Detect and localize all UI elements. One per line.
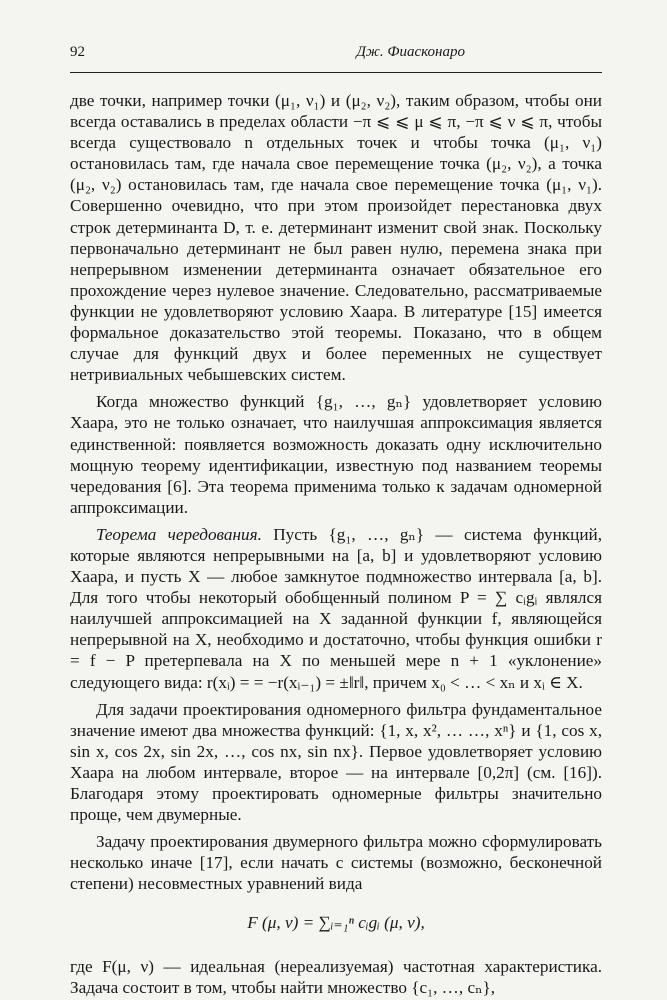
running-title: Дж. Фиасконаро (356, 44, 465, 60)
page-number: 92 (70, 44, 85, 60)
paragraph-alternation-theorem (70, 524, 602, 693)
header-rule (70, 72, 602, 73)
page-header (70, 44, 600, 66)
paragraph-function-sets: Для задачи проектирования одномерного фильтра фундаментальное значение имеют два множества функций: {1, x, x², … …, xⁿ} и {1, cos x, sin x, cos 2x, sin 2x, …, cos nx, sin nx}. Первое удовлетворяет условию Хаара на любом интервале, второе — на интервале [0,2π] (см. [16]). Благодаря этому проектировать одномерные фильтры значительно проще, чем двумерные. (70, 699, 602, 825)
paragraph-continuation: две точки, например точки (μ₁, ν₁) и (μ₂, ν₂), таким образом, чтобы они всегда оставались в пределах области −π ⩽ ⩽ μ ⩽ π, −π ⩽ ν ⩽ π, чтобы всегда существовало n отдельных точек и чтобы точка (μ₁, ν₁) остановилась там, где начала свое перемещение точка (μ₂, ν₂), а точка (μ₂, ν₂) остановилась там, где начала свое перемещение точка (μ₁, ν₁). Совершенно очевидно, что при этом произойдет перестановка двух строк детерминанта D, т. е. детерминант изменит свой знак. Поскольку первоначально детерминант не был равен нулю, перемена знака при непрерывном изменении детерминанта означает обязательное его прохождение через нулевое значение. Следовательно, рассматриваемые функции не удовлетворяют условию Хаара. В литературе [15] имеется формальное доказательство этой теоремы. Показано, что в общем случае для функций двух и более переменных не существует нетривиальных чебышевских систем. (70, 91, 602, 385)
theorem-text: Пусть {g₁, …, gₙ} — система функций, которые являются непрерывными на [a, b] и удовлетворяют условию Хаара, и пусть X — любое замкнутое подмножество интервала [a, b]. Для того чтобы некоторый обобщенный полином P = ∑ cᵢgᵢ являлся наилучшей аппроксимацией на X заданной функции f, являющейся непрерывной на X, необходимо и достаточно, чтобы функция ошибки r = f − P претерпевала на X по меньшей мере n + 1 «уклонение» следующего вида: r(xᵢ) = = −r(xᵢ₋₁) = ±‖r‖, причем x₀ < … < xₙ и xᵢ ∈ X. (70, 524, 603, 692)
paragraph-final: где F(μ, ν) — идеальная (нереализуемая) частотная характеристика. Задача состоит в том, чтобы найти множество {c₁, …, cₙ}, (70, 956, 602, 997)
display-formula: F (μ, ν) = ∑ᵢ₌₁ⁿ cᵢgᵢ (μ, ν), (247, 913, 425, 933)
page-body (70, 90, 602, 998)
theorem-title: Теорема чередования. (96, 524, 262, 544)
paragraph-haar-condition: Когда множество функций {g₁, …, gₙ} удовлетворяет условию Хаара, это не только означает, что наилучшая аппроксимация является единственной: появляется возможность доказать одну исключительно мощную теорему идентификации, известную под названием теоремы чередования [6]. Эта теорема применима только к задачам одномерной аппроксимации. (70, 392, 602, 517)
paragraph-2d-filter: Задачу проектирования двумерного фильтра можно сформулировать несколько иначе [17], если начать с системы (возможно, бесконечной степени) несовместных уравнений вида (70, 832, 602, 894)
